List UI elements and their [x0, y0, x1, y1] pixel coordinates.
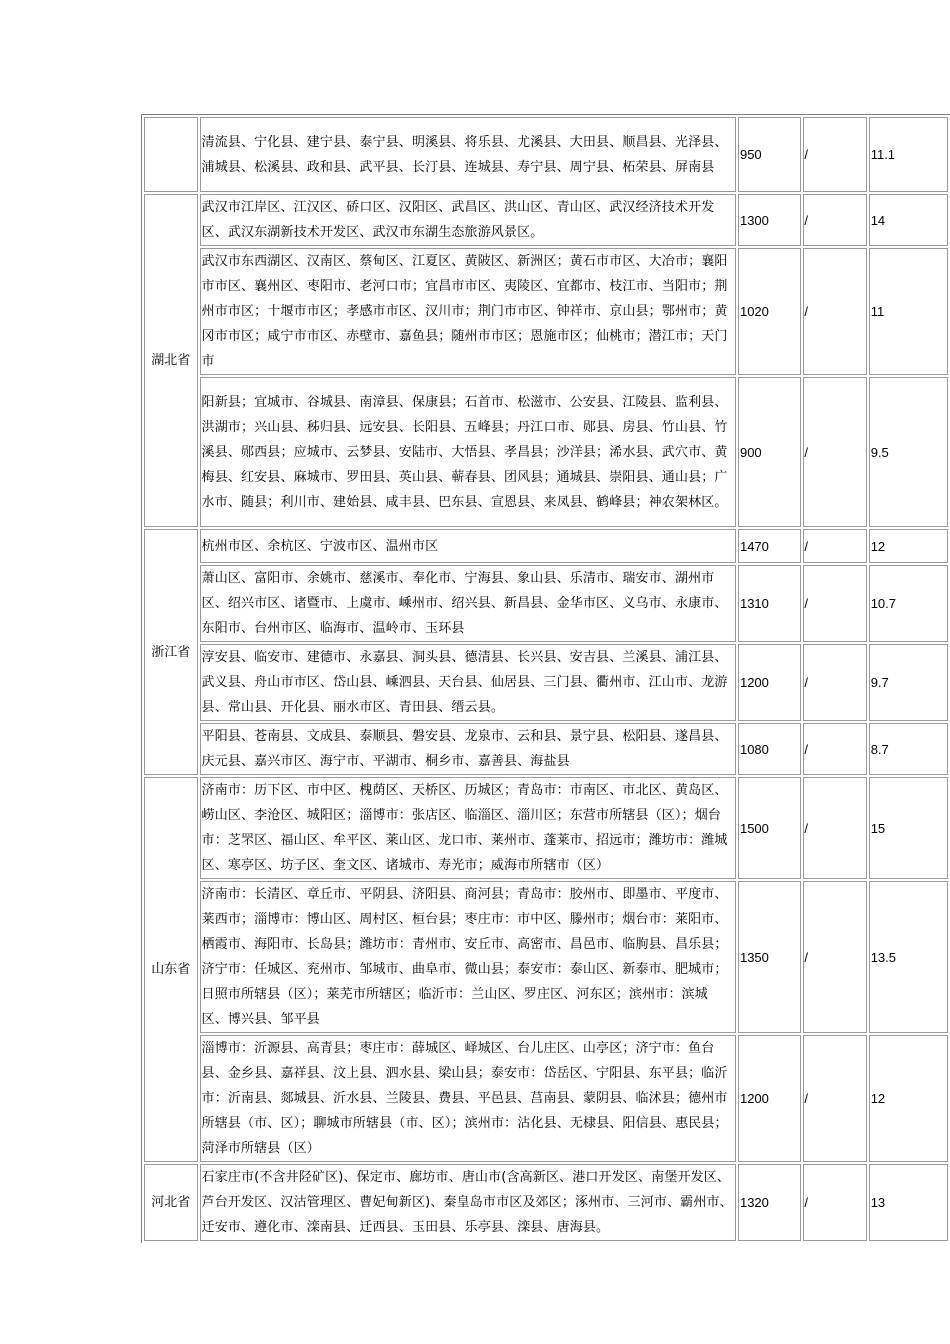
rate-cell: 11.1	[869, 117, 948, 192]
region-cell: 武汉市东西湖区、汉南区、蔡甸区、江夏区、黄陂区、新洲区；黄石市市区、大冶市；襄阳市市区、襄州区、枣阳市、老河口市；宜昌市市区、夷陵区、宜都市、枝江市、当阳市；荆州市市区；十堰市市区；孝感市市区、汉川市；荆门市市区、钟祥市、京山县；鄂州市；黄冈市市区；咸宁市市区、赤壁市、嘉鱼县；随州市市区；恩施市区；仙桃市；潜江市；天门市	[200, 248, 736, 375]
table-row	[144, 777, 948, 879]
monthly-wage-cell: 1200	[738, 644, 801, 721]
table-row	[144, 1035, 948, 1162]
table-row	[144, 881, 948, 1033]
region-cell: 武汉市江岸区、江汉区、硚口区、汉阳区、武昌区、洪山区、青山区、武汉经济技术开发区、武汉东湖新技术开发区、武汉市东湖生态旅游风景区。	[200, 194, 736, 246]
region-cell: 济南市：历下区、市中区、槐荫区、天桥区、历城区；青岛市：市南区、市北区、黄岛区、崂山区、李沧区、城阳区；淄博市：张店区、临淄区、淄川区；东营市所辖县（区）；烟台市：芝罘区、福山区、牟平区、莱山区、龙口市、莱州市、蓬莱市、招远市；潍坊市：潍城区、寒亭区、坊子区、奎文区、诸城市、寿光市；威海市所辖市（区）	[200, 777, 736, 879]
rate-cell: 9.7	[869, 644, 948, 721]
hourly-wage-cell: /	[803, 1164, 866, 1241]
hourly-wage-cell: /	[803, 248, 866, 375]
table-row	[144, 1164, 948, 1241]
table-row	[144, 377, 948, 527]
region-cell: 杭州市区、余杭区、宁波市区、温州市区	[200, 529, 736, 563]
monthly-wage-cell: 1020	[738, 248, 801, 375]
rate-cell: 13	[869, 1164, 948, 1241]
rate-cell: 12	[869, 1035, 948, 1162]
monthly-wage-cell: 1300	[738, 194, 801, 246]
monthly-wage-cell: 950	[738, 117, 801, 192]
hourly-wage-cell: /	[803, 723, 866, 775]
monthly-wage-cell: 1470	[738, 529, 801, 563]
hourly-wage-cell: /	[803, 1035, 866, 1162]
monthly-wage-cell: 1350	[738, 881, 801, 1033]
rate-cell: 14	[869, 194, 948, 246]
province-cell	[144, 117, 198, 192]
region-cell: 淄博市：沂源县、高青县；枣庄市：薛城区、峄城区、台儿庄区、山亭区；济宁市：鱼台县、金乡县、嘉祥县、汶上县、泗水县、梁山县；泰安市：岱岳区、宁阳县、东平县；临沂市：沂南县、郯城县、沂水县、兰陵县、费县、平邑县、莒南县、蒙阴县、临沭县；德州市所辖县（市、区）；聊城市所辖县（市、区）；滨州市：沾化县、无棣县、阳信县、惠民县；菏泽市所辖县（区）	[200, 1035, 736, 1162]
region-cell: 济南市：长清区、章丘市、平阴县、济阳县、商河县；青岛市：胶州市、即墨市、平度市、莱西市；淄博市：博山区、周村区、桓台县；枣庄市：市中区、滕州市；烟台市：莱阳市、栖霞市、海阳市、长岛县；潍坊市：青州市、安丘市、高密市、昌邑市、临朐县、昌乐县；济宁市：任城区、兖州市、邹城市、曲阜市、微山县；泰安市：泰山区、新泰市、肥城市；日照市所辖县（区）；莱芜市所辖区；临沂市：兰山区、罗庄区、河东区；滨州市：滨城区、博兴县、邹平县	[200, 881, 736, 1033]
monthly-wage-cell: 1500	[738, 777, 801, 879]
hourly-wage-cell: /	[803, 777, 866, 879]
rate-cell: 12	[869, 529, 948, 563]
monthly-wage-cell: 1310	[738, 565, 801, 642]
monthly-wage-cell: 900	[738, 377, 801, 527]
rate-cell: 10.7	[869, 565, 948, 642]
wage-standard-table	[141, 114, 950, 1243]
table-row	[144, 117, 948, 192]
table-row	[144, 723, 948, 775]
rate-cell: 11	[869, 248, 948, 375]
hourly-wage-cell: /	[803, 377, 866, 527]
monthly-wage-cell: 1320	[738, 1164, 801, 1241]
table-row	[144, 529, 948, 563]
rate-cell: 15	[869, 777, 948, 879]
region-cell: 平阳县、苍南县、文成县、泰顺县、磐安县、龙泉市、云和县、景宁县、松阳县、遂昌县、庆元县、嘉兴市区、海宁市、平湖市、桐乡市、嘉善县、海盐县	[200, 723, 736, 775]
hourly-wage-cell: /	[803, 881, 866, 1033]
rate-cell: 8.7	[869, 723, 948, 775]
province-cell: 浙江省	[144, 529, 198, 775]
table-row	[144, 194, 948, 246]
province-cell: 山东省	[144, 777, 198, 1162]
monthly-wage-cell: 1080	[738, 723, 801, 775]
region-cell: 萧山区、富阳市、余姚市、慈溪市、奉化市、宁海县、象山县、乐清市、瑞安市、湖州市区、绍兴市区、诸暨市、上虞市、嵊州市、绍兴县、新昌县、金华市区、义乌市、永康市、东阳市、台州市区、临海市、温岭市、玉环县	[200, 565, 736, 642]
monthly-wage-cell: 1200	[738, 1035, 801, 1162]
hourly-wage-cell: /	[803, 565, 866, 642]
region-cell: 阳新县；宜城市、谷城县、南漳县、保康县；石首市、松滋市、公安县、江陵县、监利县、洪湖市；兴山县、秭归县、远安县、长阳县、五峰县；丹江口市、郧县、房县、竹山县、竹溪县、郧西县；应城市、云梦县、安陆市、大悟县、孝昌县；沙洋县；浠水县、武穴市、黄梅县、红安县、麻城市、罗田县、英山县、蕲春县、团风县；通城县、崇阳县、通山县；广水市、随县；利川市、建始县、咸丰县、巴东县、宣恩县、来凤县、鹤峰县；神农架林区。	[200, 377, 736, 527]
province-cell: 湖北省	[144, 194, 198, 527]
province-cell: 河北省	[144, 1164, 198, 1241]
table-row	[144, 565, 948, 642]
hourly-wage-cell: /	[803, 194, 866, 246]
hourly-wage-cell: /	[803, 644, 866, 721]
table-row	[144, 248, 948, 375]
rate-cell: 13.5	[869, 881, 948, 1033]
table-row	[144, 644, 948, 721]
rate-cell: 9.5	[869, 377, 948, 527]
region-cell: 石家庄市(不含井陉矿区)、保定市、廊坊市、唐山市(含高新区、港口开发区、南堡开发区、芦台开发区、汉沽管理区、曹妃甸新区)、秦皇岛市市区及郊区；涿州市、三河市、霸州市、迁安市、遵化市、滦南县、迁西县、玉田县、乐亭县、滦县、唐海县。	[200, 1164, 736, 1241]
hourly-wage-cell: /	[803, 117, 866, 192]
region-cell: 清流县、宁化县、建宁县、泰宁县、明溪县、将乐县、尤溪县、大田县、顺昌县、光泽县、浦城县、松溪县、政和县、武平县、长汀县、连城县、寿宁县、周宁县、柘荣县、屏南县	[200, 117, 736, 192]
region-cell: 淳安县、临安市、建德市、永嘉县、洞头县、德清县、长兴县、安吉县、兰溪县、浦江县、武义县、舟山市市区、岱山县、嵊泗县、天台县、仙居县、三门县、衢州市、江山市、龙游县、常山县、开化县、丽水市区、青田县、缙云县。	[200, 644, 736, 721]
hourly-wage-cell: /	[803, 529, 866, 563]
